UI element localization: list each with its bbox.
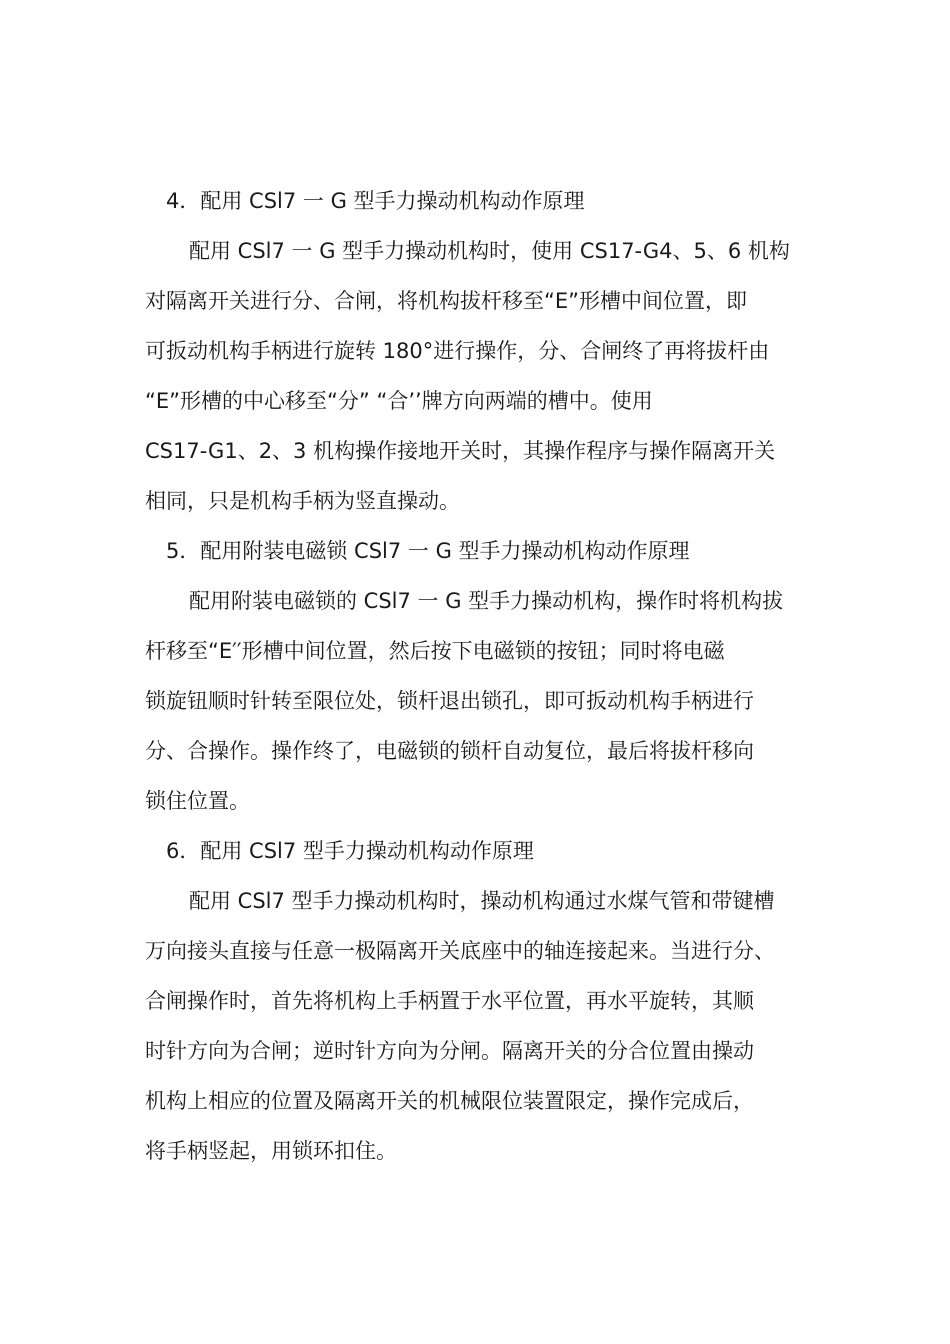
- document-body: [145, 176, 815, 1176]
- section-4-paragraph-line: CS17-G1、2、3 机构操作接地开关时，其操作程序与操作隔离开关: [145, 439, 776, 463]
- section-5-paragraph-line: 锁旋钮顺时针转至限位处，锁杆退出锁孔，即可扳动机构手柄进行: [145, 689, 754, 713]
- section-4-heading: 4．配用 CSl7 一 G 型手力操动机构动作原理: [166, 189, 585, 213]
- section-6-paragraph-line: 合闸操作时，首先将机构上手柄置于水平位置，再水平旋转，其顺: [145, 989, 754, 1013]
- section-5-paragraph-line: 杆移至“E′′形槽中间位置，然后按下电磁锁的按钮；同时将电磁: [145, 639, 725, 663]
- section-6-paragraph-line: 将手柄竖起，用锁环扣住。: [145, 1139, 397, 1163]
- section-4-paragraph-line: 配用 CSl7 一 G 型手力操动机构时，使用 CS17-G4、5、6 机构: [189, 239, 790, 263]
- section-5-paragraph-line: 锁住位置。: [145, 789, 250, 813]
- section-4-paragraph-line: “E”形槽的中心移至“分” “合’’牌方向两端的槽中。使用: [145, 389, 653, 413]
- section-5-paragraph-line: 分、合操作。操作终了，电磁锁的锁杆自动复位，最后将拔杆移向: [145, 739, 754, 763]
- section-4-paragraph-line: 可扳动机构手柄进行旋转 180°进行操作，分、合闸终了再将拔杆由: [145, 339, 770, 363]
- section-4-paragraph-line: 对隔离开关进行分、合闸，将机构拔杆移至“E”形槽中间位置，即: [145, 289, 748, 313]
- section-6-paragraph-line: 配用 CSl7 型手力操动机构时，操动机构通过水煤气管和带键槽: [189, 889, 775, 913]
- section-6-heading: 6．配用 CSl7 型手力操动机构动作原理: [166, 839, 534, 863]
- section-6-paragraph-line: 时针方向为合闸；逆时针方向为分闸。隔离开关的分合位置由操动: [145, 1039, 754, 1063]
- section-5-paragraph-line: 配用附装电磁锁的 CSl7 一 G 型手力操动机构，操作时将机构拔: [189, 589, 784, 613]
- section-4-paragraph-line: 相同，只是机构手柄为竖直操动。: [145, 489, 460, 513]
- section-6-paragraph-line: 机构上相应的位置及隔离开关的机械限位装置限定，操作完成后，: [145, 1089, 754, 1113]
- section-6-paragraph-line: 万向接头直接与任意一极隔离开关底座中的轴连接起来。当进行分、: [145, 939, 775, 963]
- section-5-heading: 5．配用附装电磁锁 CSl7 一 G 型手力操动机构动作原理: [166, 539, 690, 563]
